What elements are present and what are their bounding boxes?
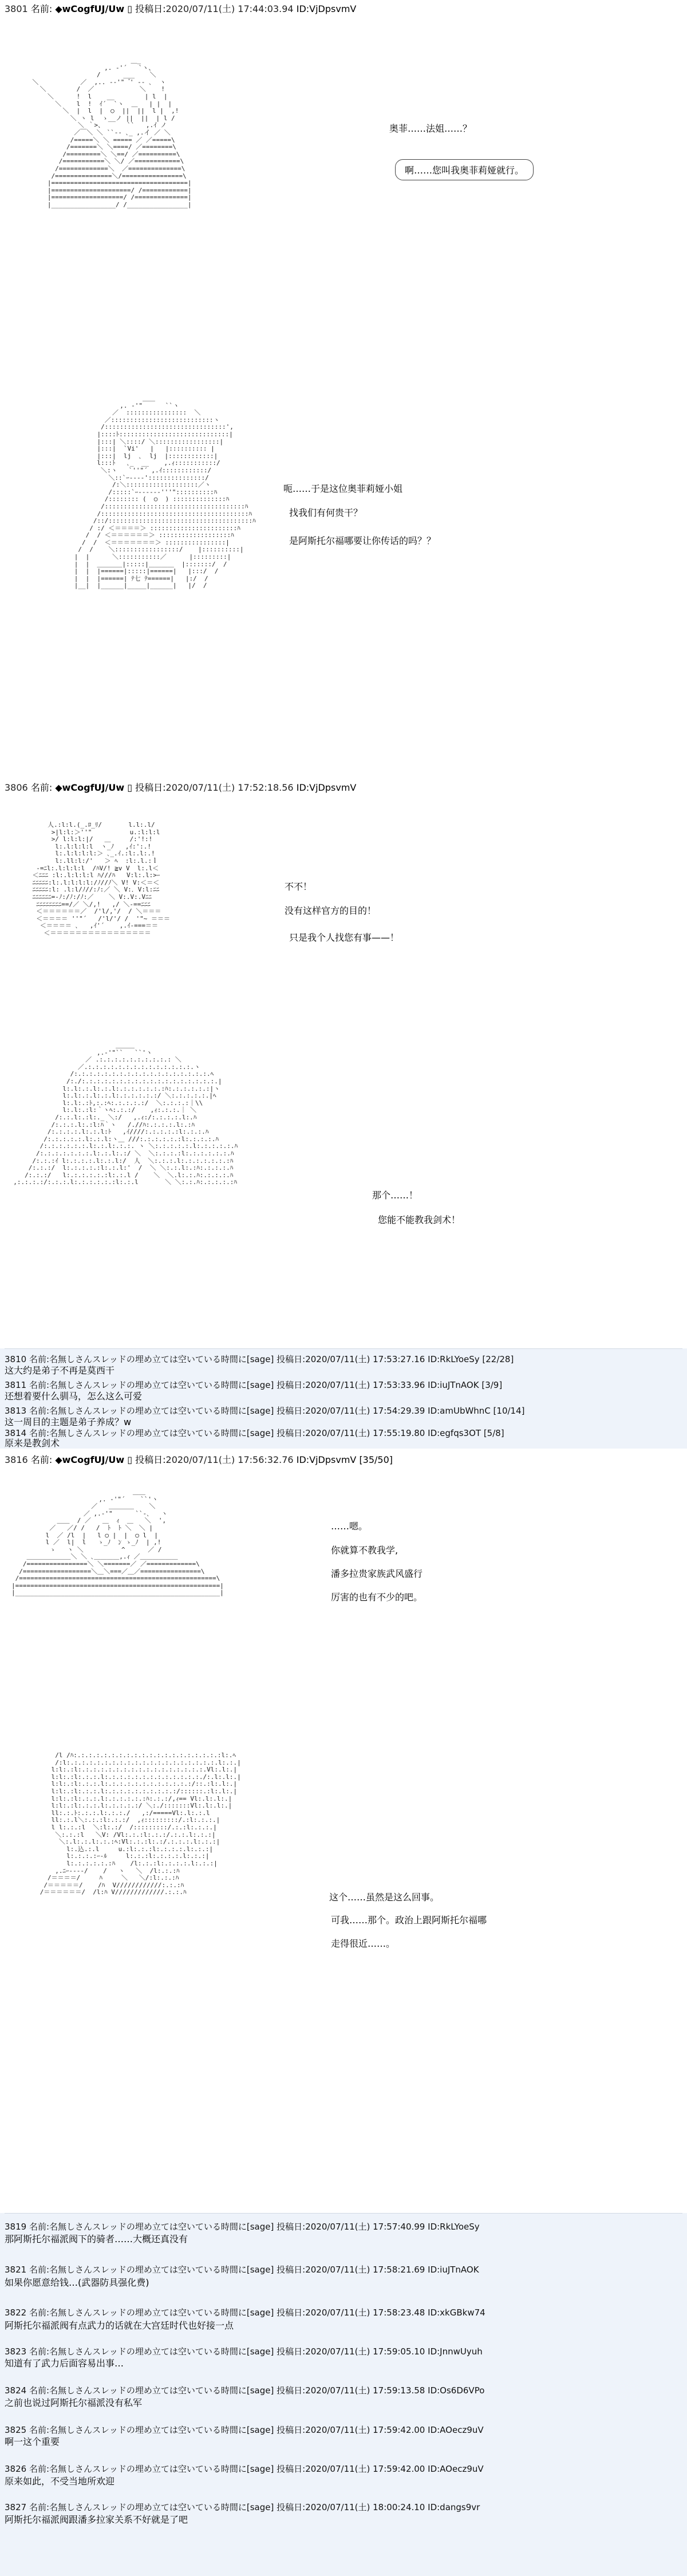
date-label: 投稿日: [277,1428,306,1438]
dialogue-line: 是阿斯托尔福哪要让你传话的吗？？ [289,535,436,546]
response-date: 2020/07/11(土) 17:53:33.96 [305,1380,425,1390]
response-body: 原来是教剑术 [5,1438,60,1449]
response-number: 3825 [5,2425,27,2435]
ascii-art-maid-bowing: ＿＿＿ ,.-'"`` ``'ヽ ／ .:.:.:.:.:.:.:.:.:.: ＼ ／.:.:.:.:.:.:.:.:.:.:.:.:.:.:.ヽ /:.:.:.:.:.:.:.:.:.:.:.:.:.:.:.:.:.:.ﾍ /:./:.:.:.:.:.:.:.:.:.:.:.:.:.:.:.:.:.:.| l:.l:.:.l:.:.l:.:.:.:.:.:.:ﾊ:.:.:.:.:.:|ヽ l:.l:.:.l:.:.l:.:.:.:.:.:/ ＼:.:.:.:.:.|ﾍ l:.l:.:ﾄ,:.:ﾍ:.:.:.:.:/ ＼:.:.:.:｜\\ l:.l:.:l:｀ヽﾍ:.:.:/ ,ｨ:.:.:.｜ ＼ /:.:.l:.:l:._ ＼:/ ,.ｨ:/:.:.:.:.l:.ﾊ /:.:.:.l:.:l:ﾊ｀ヽ /.//ﾊ:.:.:.:.l:.:ﾊ /:.:.:.:.l:.:.l:ﾄ ,ｲ////:.:.:.:.:l:.:.:.ﾊ /:.:.:.:.:.l:.:.l:ヽ＿ ///:.:.:.:.:.:l:.:.:.:.ﾊ /:.:.:.:.:.:.l:.:.l:.:.:. ヽ ＼:.:.:.:.:.l:.:.:.:.:.ﾊ /:.:.:.:.:.:.:.l:.:.l:.:/ ＼ ＼:.:.:.:l:.:.:.:.:.:.ﾊ /:.:.:ｲ l:.:.:.:.l:.:.l:/ 人 ＼:.:.:.l:.:.:.:.:.:.:ﾊ /:.:.:/ l:.:.:.:.:l:.:.l:' / ＼ ＼:.:.l:.:ﾊ:.:.:.:.ﾊ /:.:.:/ l:.:.:.:.:.:l:.:.l / ＼ ＼.l:.:.ﾊ:.:.:.:.ﾊ ,:.:.:.:/:.:.:.l:.:.:.:.:.:l:.:.l ＼ ＼:.:.ﾊ:.:.:.:.:ﾊ [13,1042,238,1186]
ascii-art-maid-standing: /l /ﾊ:.:.:.:.:.:.:.:.:.:.:.:.:.:.:.:.:.:.:.:l:.ﾍ /:l:.:.:.:.:.:.:.:.:.:.:.:.:.:.:.:.:.:.:.:.l:.:.| l:l:.:l:.:.:.:.:.:.:.:.:.:.:.:.:.:.:.:.:.Vl:.l:.| l:l:.:l:.:.:.l:.:.:.:.:.:.:.:.:.:.:.:.:./:.l:.l:.| l:l:.:l:.:.:.l:.:.:.:.:.:.:.:.:.:.:.:/::.:l:.l:.| l:l:.:l:.:.:.l:.:.:.:.:.:.:.:.:.:/::::::.:l:.l:.| l:l:.:l:.:.:.l:.:.:.:.:.:ﾊ:.:.:/,ｨ== Vl:.l:.l:.| l:l:.:l:.:.:.l:.:.:.:.:/ ＼:./:::::::Vl:.l:.l:.| ll:.:.ﾄ:.:.:.l:.:.:./ ,:/=====Vl:.l:.:.l ll:.:.l＼:.:.:l:.:.:/ ,ｨ:::::::::/.:l:.:.:.| l l:.:.:l ＼:l:.:/ /:::::::::/.:.:l:.:.:.| ＼:.:.:l ＼V: /Vl:.:.:l:.:.:/.:.:.l:.:.:| ＼:.l:.:.l:.:.:ﾍ:Vl:.:.:l:.:/.:.:.:.l:.:.:| l:.込.:.l u.:l:.:.:l:.:.:.:.l:.:.:| l:.:.:.:ｰ-ﾙ l:.:.:l:.:.:.:.l:.:.:| l:.:.:.:.:.:ﾊ /l:.:.:l:.:.:.:.l:.:.:| ,.ﾆｰ---‐/ / ヽ ＼ /l:.:.:ﾊ /＝＝＝＝/ ﾊ ＼ ＼/:l:.:.:ﾊ /＝＝＝＝＝/ /ﾊ V////////////:.:.:ﾊ /＝＝＝＝＝＝/ /l:ﾊ V/////////////.:.:.ﾊ [40,1752,241,1896]
post-number: 3801 [5,3,28,14]
response-date: 2020/07/11(土) 17:58:23.48 [305,2307,425,2318]
response-date: 2020/07/11(土) 17:55:19.80 [305,1428,425,1438]
response-body: 这大约是弟子不再是莫西干 [5,1365,115,1376]
response-id[interactable]: ID:AOecz9uV [428,2425,484,2435]
name-label: 名前: [29,2346,50,2357]
name-label: 名前: [30,782,53,793]
name-label: 名前: [29,1428,50,1438]
dialogue-line: 可我……那个。政治上跟阿斯托尔福哪 [331,1915,487,1926]
date-label: 投稿日: [277,2464,306,2474]
response-date: 2020/07/11(土) 17:53:27.16 [305,1354,425,1364]
response-header [5,2502,480,2512]
dialogue-line: 那个……！ [372,1190,418,1201]
response-number: 3810 [5,1354,27,1364]
response-date: 2020/07/11(土) 17:59:13.58 [305,2385,425,2396]
response-id[interactable]: ID:dangs9vr [428,2502,480,2512]
response-id[interactable]: ID:RkLYoeSy [428,2222,480,2232]
post-header [5,1454,393,1466]
anon-name: 名無しさんスレッドの埋め立ては空いている時間に[sage] [49,1354,274,1364]
dialogue-line: 你就算不教我学, [331,1545,398,1556]
dialogue-line: 只是我个人找您有事——！ [289,932,400,943]
response-id[interactable]: ID:AOecz9uV [428,2464,484,2474]
response-header [5,1428,504,1438]
date-label: 投稿日: [277,1354,306,1364]
author-name[interactable]: ◆wCogfUJ/Uw [55,3,125,14]
name-label: 名前: [29,2222,50,2232]
response-header [5,1354,514,1364]
response-id[interactable]: ID:egfqs3OT [5/8] [428,1428,504,1438]
dialogue-line: ……嗯。 [331,1521,368,1532]
response-number: 3824 [5,2385,27,2396]
post-id[interactable]: ID:VjDpsvmV [296,3,357,14]
response-id[interactable]: ID:JnnwUyuh [428,2346,483,2357]
response-body: 阿斯托尔福派阀跟潘多拉家关系不好就是了吧 [5,2514,188,2525]
response-body: 知道有了武力后面容易出事… [5,2358,124,2369]
date-label: 投稿日: [277,2222,306,2232]
divider [5,1348,682,1349]
ascii-art-knight-sword: ＿_ ,. ‐'´ `ヽ、 / ___ ＼ ＼ ／ ,.. -‐'" ゙' ‐- ､ ヽ ＼ / ／ ＼ ! ＼ ! l __ | l | ＼ l ! ｲ´ `ヽ ＿ | | | ＼ | l | ○ || || l | ,! ＼ ヽ l ゝ__ノ || || | l / ＼ ｀>、 `` ,.ｲ ノ ／￣＼ ＼ ``‐- ､_ ,.イ ／ ＼ /=====＼ ＼ ===== ／ ／=====\ /=======＼ ＼====/ ／========\ /=========＼ ＼==/ ／==========\ /===========＼ ＼/ ／============\ /=============＼ ／==============\ /===============＼/================\ |====================================| |=====================/ /============| |===================/ /==============| |_________________/ /________________| [32,57,192,208]
dialogue-line: 找我们有何贵干？ [289,507,363,518]
response-number: 3823 [5,2346,27,2357]
anon-name: 名無しさんスレッドの埋め立ては空いている時間に[sage] [49,1428,274,1438]
name-label: 名前: [29,2502,50,2512]
post-id[interactable]: ID:VjDpsvmV [35/50] [296,1454,393,1465]
dialogue-line: 厉害的也有不少的吧。 [331,1592,423,1603]
dialogue-line: 呃……于是这位奥菲莉娅小姐 [283,483,403,494]
box-icon: ▯ [127,1454,133,1465]
anon-name: 名無しさんスレッドの埋め立ては空いている時間に[sage] [49,2222,274,2232]
dialogue-line: 这个……虽然是这么回事。 [329,1892,440,1903]
name-label: 名前: [29,1354,50,1364]
response-number: 3827 [5,2502,27,2512]
response-date: 2020/07/11(土) 17:58:21.69 [305,2265,425,2275]
response-id[interactable]: ID:Os6D6VPo [428,2385,485,2396]
date-label: 投稿日: [135,782,166,793]
divider [5,2213,682,2214]
date-label: 投稿日: [277,2425,306,2435]
box-icon: ▯ [127,782,133,793]
name-label: 名前: [29,2385,50,2396]
post-header [5,3,356,15]
response-date: 2020/07/11(土) 17:59:05.10 [305,2346,425,2357]
dialogue-line: 奥菲……法姐……？ [389,123,472,134]
ascii-art-knight-thinking: ＿＿ ,. ‐'"´ ``'ヽ ／ ＿＿＿＿ ＼ ／ ,.-'" ``-､ ヽ ＿＿ / ／ ＿ ｨ ＿ ＼ ', ／ ／/ / / ﾄ ﾄ ＼ ＼ | l ／ /l | l ○ | | ○ l | l ／ l| l ゝ_ﾉ ﾝ ゝ_ﾉ | ,! ゝ ヽ ＼ ^ ／ / ＿＿＿＿＿＿＿＼ ＼ ､＿＿＿＿,.ｨ ／＿＿＿＿＿＿ /================＼ ＼=======／ ／=============\ /==================＼＿＼===／＿／================\ /====================================================\ |======================================================| |______________________________________________________| [11,1489,224,1597]
post-date: 2020/07/11(土) 17:52:18.56 [165,782,294,793]
date-label: 投稿日: [277,2265,306,2275]
anon-name: 名無しさんスレッドの埋め立ては空いている時間に[sage] [49,2346,274,2357]
response-header [5,2346,483,2357]
anon-name: 名無しさんスレッドの埋め立ては空いている時間に[sage] [49,1380,274,1390]
response-body: 那阿斯托尔福派阀下的骑者……大概还真没有 [5,2234,188,2244]
name-label: 名前: [30,3,53,14]
ascii-art-knight-gesture: 人.:l:l.(_.ﾛ_ﾘ/ l.l:.l/ >|l:l:＞''" u.:l:l:l >/ l:l:l:|/ ＿ /:'!:! l:.l:l:l:l ヽ_ﾉ ,ｲ:':.! l:.l:l:l:l:＞ ､_.ｲ.:l:.l:.! l:.ll:l:/' ＞ ﾍ :l:.l.:ｌ ‐=ﾆl:.l:l:l:l /ﾊV/! ≧v V l:.l＜ ＜ﾆﾆﾆ :l:.l:l:l:l ﾊ///ﾊ V:l:.l:>ｰ ﾆﾆﾆﾆﾆ:l:.l:l:l:l:/ﾉ//ﾉ＼ V! V:＜＝＜ ﾆﾆﾆﾆﾆ:l: .l:l/ﾉ//:ﾉ:／ ＼ V:．V:l:ﾆﾆ ﾆﾆﾆﾆﾆﾆ=-ﾉ:/ﾉ:/ﾉ:／ ＼ V:.V:.Vﾆﾆ ﾆﾆﾆﾆﾆﾆﾆﾆ==/／ ＼/,! ,/ ＼‐==ﾆﾆﾆ ＜＝＝＝＝＝＝／ /'l/,'/ / ＼＝＝＝ ＜＝＝＝＝ ''"´ /'l/'/ / '"~ ＝＝＝ ＜＝＝＝＝ ､ ,ｲ'´ ,.ｲ‐===＝＝ ＜＝＝＝＝＝＝＝＝＝＝＝＝＝＝＝＝ [32,822,170,937]
response-header [5,2385,484,2396]
anon-name: 名無しさんスレッドの埋め立ては空いている時間に[sage] [49,2502,274,2512]
response-number: 3814 [5,1428,27,1438]
name-label: 名前: [29,2307,50,2318]
anon-name: 名無しさんスレッドの埋め立ては空いている時間に[sage] [49,2265,274,2275]
response-body: 原来如此，不受当地所欢迎 [5,2476,115,2487]
date-label: 投稿日: [277,1380,306,1390]
response-number: 3813 [5,1406,27,1416]
response-number: 3811 [5,1380,27,1390]
response-date: 2020/07/11(土) 17:57:40.99 [305,2222,425,2232]
response-header [5,2307,485,2318]
post-number: 3816 [5,1454,28,1465]
anon-name: 名無しさんスレッドの埋め立ては空いている時間に[sage] [49,1406,274,1416]
response-body: 还想着要什么驯马，怎么这么可爱 [5,1391,143,1402]
date-label: 投稿日: [277,1406,306,1416]
dialogue-line: 走得很近……。 [331,1938,396,1949]
response-body: 如果你愿意给钱…(武器防具强化费) [5,2277,149,2288]
dialogue-line: 没有这样官方的目的！ [285,905,377,916]
response-body: 之前也说过阿斯托尔福派没有私军 [5,2397,143,2408]
response-id[interactable]: ID:RkLYoeSy [22/28] [428,1354,514,1364]
response-header [5,2464,484,2474]
date-label: 投稿日: [135,3,166,14]
ascii-art-maid-character: ＿＿ ,. ‐'" ``ヽ ／ :::::::::::::::: ＼ ／:::::::::::::::::::::::::::ヽ /::::::::::::::::::::::::::::::::', |::::ﾄ:::::::::::::::::::::::::::::| |:::| ＼::::/ ＼:::::::::::::::::| |:::| `Vi' | |:::::::::: | |:::| lj ､ lj |::::::::::::| l:::ﾄ ､_ __ ,.ｨ:::::::::::/ ＼:ヽ `''"´ ,.ｲ::::::::::::/ ＼::`ｰ‐--‐':::::::::::::::/ /:＼:::::::::::::::::::／ヽ /:::::`ｰ-----‐'''"::::::::::ﾊ /:::::::: ( ○ ) ::::::::::::::ﾊ /:::::::::::::::::::::::::::::::::::::ﾊ /:::::::::::::::::::::::::::::::::::::::ﾊ /::/::::::::::::::::::::::::::::::::::::::ﾊ / :/ ＜＝＝＝＝＞ :::::::::::::::::::::::ﾊ / / ＜＝＝＝＝＝＝＞ :::::::::::::::::::ﾊ / / ＜＝＝＝＝＝＝＝＞ ::::::::::::::::| / / ＼:::::::::::::::::/ |::::::::::| | | ＼:::::::::::／ |:::::::::| | | ＿＿＿＿|:::::|＿＿＿＿ |:::::::/ / | | |======|:::::|======| |:::/ / | | |======| ﾃ七 ﾃ======| |:/ / |__| |______|_____|______| |/ / [74,395,256,590]
anon-name: 名無しさんスレッドの埋め立ては空いている時間に[sage] [49,2307,274,2318]
post-date: 2020/07/11(土) 17:56:32.76 [165,1454,294,1465]
response-date: 2020/07/11(土) 18:00:24.10 [305,2502,425,2512]
name-label: 名前: [29,2425,50,2435]
dialogue-line: 不不！ [285,881,313,892]
author-name[interactable]: ◆wCogfUJ/Uw [55,782,125,793]
response-date: 2020/07/11(土) 17:59:42.00 [305,2425,425,2435]
date-label: 投稿日: [277,2385,306,2396]
response-id[interactable]: ID:amUbWhnC [10/14] [428,1406,525,1416]
date-label: 投稿日: [277,2346,306,2357]
anon-name: 名無しさんスレッドの埋め立ては空いている時間に[sage] [49,2464,274,2474]
response-id[interactable]: ID:iuJTnAOK [3/9] [428,1380,503,1390]
response-id[interactable]: ID:iuJTnAOK [428,2265,479,2275]
anon-name: 名無しさんスレッドの埋め立ては空いている時間に[sage] [49,2425,274,2435]
dialogue-line: 潘多拉贵家族武风盛行 [331,1568,423,1579]
response-date: 2020/07/11(土) 17:54:29.39 [305,1406,425,1416]
name-label: 名前: [29,2464,50,2474]
response-header [5,2222,480,2232]
date-label: 投稿日: [277,2502,306,2512]
name-label: 名前: [29,1406,50,1416]
response-header [5,1380,502,1390]
response-body: 这一周目的主题是弟子养成？w [5,1417,132,1427]
post-date: 2020/07/11(土) 17:44:03.94 [165,3,294,14]
response-header [5,2265,479,2275]
name-label: 名前: [29,1380,50,1390]
response-number: 3821 [5,2265,27,2275]
post-number: 3806 [5,782,28,793]
response-id[interactable]: ID:xkGBkw74 [428,2307,485,2318]
date-label: 投稿日: [277,2307,306,2318]
author-name[interactable]: ◆wCogfUJ/Uw [55,1454,125,1465]
response-number: 3822 [5,2307,27,2318]
response-header [5,1406,525,1416]
post-header [5,782,356,794]
response-number: 3819 [5,2222,27,2232]
post-id[interactable]: ID:VjDpsvmV [296,782,357,793]
response-date: 2020/07/11(土) 17:59:42.00 [305,2464,425,2474]
response-body: 啊一这个重要 [5,2436,60,2447]
name-label: 名前: [30,1454,53,1465]
response-header [5,2425,484,2435]
box-icon: ▯ [127,3,133,14]
name-label: 名前: [29,2265,50,2275]
dialogue-line: 您能不能教我剑术！ [378,1214,461,1225]
date-label: 投稿日: [135,1454,166,1465]
response-number: 3826 [5,2464,27,2474]
anon-name: 名無しさんスレッドの埋め立ては空いている時間に[sage] [49,2385,274,2396]
speech-bubble: 啊……您叫我奥菲莉娅就行。 [395,159,534,180]
response-body: 阿斯托尔福派阀有点武力的话就在大宫廷时代也好接一点 [5,2320,234,2331]
